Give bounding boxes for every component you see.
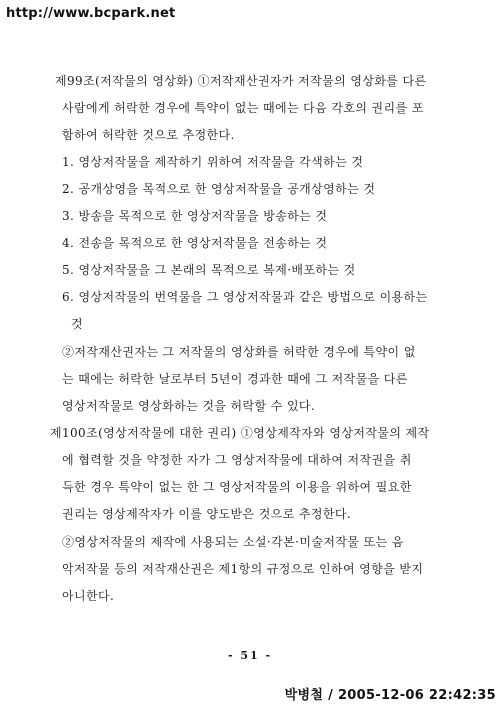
- article100-para2-line1: ②영상저작물의 제작에 사용되는 소설·각본·미술저작물 또는 음: [62, 535, 404, 549]
- author-timestamp: 박병철 / 2005-12-06 22:42:35: [284, 688, 496, 703]
- article99-item-1: 1. 영상저작물을 제작하기 위하여 저작물을 각색하는 것: [62, 155, 364, 169]
- watermark-url: http://www.bcpark.net: [6, 6, 176, 21]
- article99-item-5: 5. 영상저작물을 그 본래의 목적으로 복제·배포하는 것: [62, 263, 356, 277]
- article99-item-4: 4. 전송을 목적으로 한 영상저작물을 전송하는 것: [62, 236, 328, 250]
- article99-para2-line3: 영상저작물로 영상화하는 것을 허락할 수 있다.: [62, 399, 316, 413]
- article99-para2-line1: ②저작재산권자는 그 저작물의 영상화를 허락한 경우에 특약이 없: [62, 345, 416, 359]
- article99-item-6-cont: 것: [71, 317, 83, 331]
- article99-line1: 제99조(저작물의 영상화) ①저작재산권자가 저작물의 영상화를 다른: [55, 74, 427, 88]
- article99-para2-line2: 는 때에는 허락한 날로부터 5년이 경과한 때에 그 저작물을 다른: [62, 372, 408, 386]
- article100-para2-line3: 아니한다.: [62, 589, 115, 603]
- page-number: - 51 -: [227, 649, 273, 662]
- article100-para2-line2: 악저작물 등의 저작재산권은 제1항의 규정으로 인하여 영향을 받지: [62, 562, 424, 576]
- article100-line1: 제100조(영상저작물에 대한 권리) ①영상제작자와 영상저작물의 제작: [50, 426, 430, 440]
- article100-line3: 득한 경우 특약이 없는 한 그 영상저작물의 이용을 위하여 필요한: [62, 480, 412, 494]
- article99-item-2: 2. 공개상영을 목적으로 한 영상저작물을 공개상영하는 것: [62, 182, 376, 196]
- article99-line2: 사람에게 허락한 경우에 특약이 없는 때에는 다음 각호의 권리를 포: [62, 101, 424, 115]
- article99-item-6: 6. 영상저작물의 번역물을 그 영상저작물과 같은 방법으로 이용하는: [62, 290, 428, 304]
- article100-line4: 권리는 영상제작자가 이를 양도받은 것으로 추정한다.: [62, 507, 352, 521]
- article99-item-3: 3. 방송을 목적으로 한 영상저작물을 방송하는 것: [62, 209, 328, 223]
- article100-line2: 에 협력할 것을 약정한 자가 그 영상저작물에 대하여 저작권을 취: [62, 453, 412, 467]
- article99-line3: 함하여 허락한 것으로 추정한다.: [62, 128, 235, 142]
